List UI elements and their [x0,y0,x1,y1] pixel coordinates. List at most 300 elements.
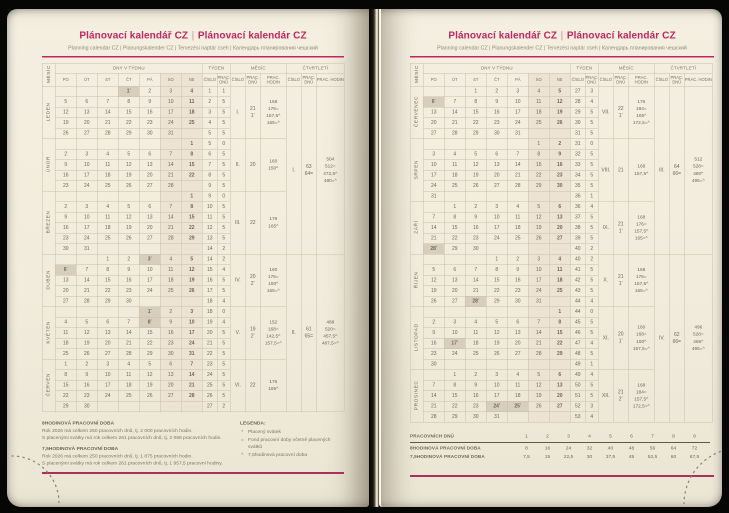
quarter-workdays-line: 65= [304,333,314,339]
day-cell: 7 [507,149,528,160]
week-workdays-cell: 5 [217,170,230,181]
legend-title: LEGENDA: [240,420,266,426]
header-sub-row [42,73,344,86]
day-cell: 18 [507,223,528,234]
day-cell [444,359,465,370]
month-workdays-line: 19 [250,326,256,332]
day-cell [97,139,118,150]
legend-item [240,428,344,435]
day-cell [549,128,570,139]
month-workdays-line: 20 [250,273,256,280]
day-cell [97,401,118,412]
day-cell: 31 [528,296,549,307]
week-workdays-cell: 5 [217,349,230,360]
day-cell: 16 [55,170,76,181]
day-cell: 8 [528,149,549,160]
corner-perforation-left [11,443,71,503]
header-stat-cell: ČÍSLO [286,73,301,86]
day-cell: 4 [528,86,549,97]
day-cell: 18 [181,107,202,118]
day-cell: 19 [423,286,444,297]
day-cell: 6 [549,202,570,213]
day-cell: 30 [160,349,181,360]
calendar-header [42,63,344,86]
day-cell: 6 [444,265,465,276]
legend-text: Placený svátek [248,428,281,435]
day-cell: 5 [55,97,76,108]
day-cell: 9 [55,212,76,223]
day-cell: 13 [444,275,465,286]
day-cell: 13 [55,275,76,286]
day-cell [528,244,549,255]
day-cell: 8 [181,202,202,213]
day-cell [507,244,528,255]
day-cell: 15 [55,380,76,391]
day-cell: 27 [486,181,507,192]
day-cell: 24 [76,181,97,192]
month-hours-cell [260,307,286,360]
month-workdays-cell [245,139,260,192]
week-workdays-cell: 5 [585,118,598,129]
quarter-hours-cell [684,254,712,422]
month-workdays-cell [245,191,260,254]
month-hours-line: 165^ [636,113,647,119]
day-cell: 13 [486,160,507,171]
week-number-cell: 12 [202,223,217,234]
day-cell: 22 [444,233,465,244]
day-cell [507,307,528,318]
month-label-cell [42,359,55,412]
mini-table-value: 64 [670,445,677,452]
day-cell: 3 [181,307,202,318]
day-cell: 25 [507,233,528,244]
day-cell: 28* [423,244,444,255]
day-cell: 12 [528,380,549,391]
day-cell: 3 [423,149,444,160]
header-group-cell: TÝDEN [570,63,598,73]
day-cell: 23 [55,181,76,192]
month-workdays-cell [613,139,628,202]
quarter-hours-line: 528= [692,163,704,170]
calendar-body [42,86,344,412]
week-number-cell: 27 [570,86,585,97]
day-cell: 24 [423,181,444,192]
day-cell: 15 [118,107,139,118]
day-cell: 27 [549,401,570,412]
month-label: ÚNOR [45,156,52,173]
day-cell: 21 [160,170,181,181]
week-number-cell: 40 [570,244,585,255]
day-cell: 29 [486,296,507,307]
day-cell: 31 [423,191,444,202]
week-workdays-cell: 5 [585,107,598,118]
mini-table-value: 67,5 [689,454,700,460]
month-hours-line: 165^ [268,386,279,392]
day-cell: 20 [55,286,76,297]
week-number-cell: 25 [202,380,217,391]
header-stat-cell: ČÍSLO [598,73,613,86]
month-hours-cell [628,370,654,423]
day-cell: 1 [55,359,76,370]
mini-table-label: 8HODINOVÁ PRACOVNÍ DOBA [410,445,481,451]
month-hours-line: 168 [637,266,646,273]
week-workdays-cell: 5 [217,181,230,192]
day-cell: 16 [465,391,486,402]
month-number-cell: VI. [230,359,245,412]
day-cell: 2 [55,202,76,213]
day-cell: 24 [528,286,549,297]
day-cell: 4 [507,202,528,213]
day-cell [97,244,118,255]
week-number-cell: 13 [202,233,217,244]
day-cell [160,191,181,202]
month-hours-line: 168 [269,98,278,105]
day-cell: 13 [549,212,570,223]
accent-rule-bottom [42,472,344,474]
page-title-cz: Plánovací kalendář CZ [79,30,189,41]
header-group-cell: ČTVRTLETÍ [654,63,712,73]
week-workdays-cell: 4 [585,370,598,381]
day-cell [444,139,465,150]
day-cell: 15 [444,223,465,234]
month-label-cell [410,307,423,370]
day-cell: 23 [549,170,570,181]
day-cell [444,307,465,318]
week-workdays-cell: 5 [217,212,230,223]
month-label: LEDEN [45,102,52,122]
day-cell: 28 [118,349,139,360]
working-time-footer [42,420,344,468]
day-cell: 5 [528,202,549,213]
day-cell: 3 [507,86,528,97]
day-cell: 11 [507,212,528,223]
mini-table-value: 24 [565,445,572,452]
week-number-cell: 26 [202,391,217,402]
day-cell: 27 [139,233,160,244]
day-cell: 20 [549,391,570,402]
mini-table-value: 7 [651,433,654,439]
week-workdays-cell: 4 [585,412,598,423]
week-row [410,254,712,265]
day-cell: 1 [444,370,465,381]
week-number-cell: 38 [570,223,585,234]
month-hours-line: 157,5^ [634,228,649,234]
day-cell: 30 [465,412,486,423]
month-hours-line: 160 [637,324,646,330]
mini-table-value: 22,5 [563,454,574,460]
day-cell: 26 [528,233,549,244]
week-number-cell: 33 [570,160,585,171]
page-title [42,30,344,42]
day-cell: 31 [181,349,202,360]
day-cell: 3* [139,254,160,265]
day-cell: 6 [76,97,97,108]
day-cell: 10 [486,380,507,391]
legend-text: 7,5hodinová pracovní doba [248,452,308,458]
day-cell: 21 [465,286,486,297]
day-cell: 4 [181,86,202,97]
quarter-number-cell: IV. [654,254,669,422]
quarter-workdays-line: 62 [674,331,680,338]
month-label: LISTOPAD [413,323,420,352]
day-cell: 26 [118,233,139,244]
title-separator: | [191,30,195,41]
week-number-cell: 41 [570,265,585,276]
week-number-cell: 18 [202,307,217,318]
week-workdays-cell: 2 [217,401,230,412]
month-hours-line: 150^ [268,165,279,171]
day-cell: 16 [465,223,486,234]
week-number-cell: 30 [570,118,585,129]
month-hours-line: 184= [635,389,647,395]
month-hours-line: 165^ [268,223,279,229]
month-hours-line: 176= [635,221,647,227]
day-cell: 1 [444,202,465,213]
month-number-cell: IX. [598,202,613,255]
day-cell: 24 [181,338,202,349]
day-cell: 16 [160,328,181,339]
week-number-cell: 4 [202,118,217,129]
day-cell: 11 [507,380,528,391]
left-page-content [7,9,369,506]
calendar-table-host [410,63,714,423]
week-workdays-cell: 5 [217,223,230,234]
week-workdays-cell: 5 [585,380,598,391]
footer-line: S placenými svátky má rok celkem 261 pracovních dnů, tj. 1 957,5 pracovní hodiny. [42,460,223,467]
day-cell: 10 [160,97,181,108]
day-cell: 22 [181,170,202,181]
day-cell: 27 [139,181,160,192]
day-cell: 17 [507,107,528,118]
header-mesic-side [42,63,55,86]
day-cell: 25 [118,391,139,402]
week-number-cell: 5 [202,139,217,150]
week-workdays-cell: 0 [217,191,230,202]
month-label-cell [42,86,55,139]
day-cell: 2 [549,139,570,150]
day-cell: 25 [444,181,465,192]
day-cell: 20 [549,223,570,234]
quarter-workdays-cell [301,86,316,254]
day-cell: 24* [486,401,507,412]
day-cell: 29 [549,349,570,360]
day-cell: 10 [528,265,549,276]
week-number-cell: 9 [202,191,217,202]
week-workdays-cell: 5 [585,160,598,171]
month-hours-line: 176 [637,98,646,105]
day-cell: 7 [97,97,118,108]
day-cell [181,128,202,139]
day-cell: 16 [139,107,160,118]
quarter-hours-line: 457,5^ [323,333,338,339]
day-cell: 6* [55,265,76,276]
day-cell [118,401,139,412]
day-cell: 30 [549,181,570,192]
day-cell: 26 [76,349,97,360]
week-workdays-cell: 5 [585,223,598,234]
month-hours-line: 157,5^ [634,396,649,402]
month-label: ČERVEN [45,373,52,397]
mini-table-value: 48 [628,445,635,452]
week-number-cell: 45 [570,317,585,328]
page-title-sk: Plánovací kalendár CZ [197,30,307,41]
day-cell: 4 [97,149,118,160]
day-cell: 4 [55,317,76,328]
quarter-number-cell: II. [286,254,301,412]
day-cell [423,254,444,265]
day-cell: 14 [160,212,181,223]
month-workdays-line: 21 [250,105,256,112]
day-cell [528,128,549,139]
day-cell: 11 [465,328,486,339]
week-number-cell: 31 [570,139,585,150]
month-workdays-line: 2* [618,395,623,403]
day-cell: 5 [181,254,202,265]
day-cell [139,296,160,307]
header-stat-cell: PRAC. DNŮ [614,74,628,85]
day-cell: 26 [423,296,444,307]
day-cell: 26 [181,286,202,297]
day-cell: 17 [97,380,118,391]
day-cell: 16 [423,338,444,349]
day-cell: 19 [118,223,139,234]
page-subtitle: Planning calendar CZ | Planungskalender CZ | Tervezési naptár cseh | Календарь планирования чешский [68,45,318,51]
day-cell: 28 [528,349,549,360]
day-cell: 17 [486,391,507,402]
header-stat-cell: PRAC. DNŮ [585,74,599,85]
day-cell [486,244,507,255]
day-cell: 28 [76,296,97,307]
day-cell: 18 [549,275,570,286]
day-cell: 19 [528,223,549,234]
day-cell: 30 [76,401,97,412]
week-number-cell: 1 [202,86,217,97]
day-cell: 3 [486,370,507,381]
month-hours-line: 157,5^ [266,113,281,119]
accent-rule-top [410,56,714,58]
month-workdays-line: 22 [618,105,624,112]
legend-symbol: ^ [241,452,244,458]
day-cell: 2 [423,317,444,328]
week-number-cell: 10 [202,202,217,213]
week-number-cell: 7 [202,160,217,171]
day-cell: 6 [160,359,181,370]
day-cell [139,244,160,255]
quarter-hours-line: 495=^ [691,345,705,352]
day-cell: 3 [160,86,181,97]
quarter-hours-cell [684,86,712,254]
header-mesic-side-label: MĚSÍC [45,65,52,84]
week-number-cell: 29 [570,107,585,118]
month-label-cell [42,139,55,192]
day-cell: 27 [97,349,118,360]
day-cell: 4 [160,254,181,265]
day-cell: 14 [118,328,139,339]
month-label: DUBEN [45,269,52,290]
day-cell [465,191,486,202]
day-cell [118,191,139,202]
day-cell: 5 [486,317,507,328]
day-cell [486,191,507,202]
day-cell: 20 [486,170,507,181]
page-header [42,9,344,51]
corner-perforation-right [670,434,722,504]
month-hours-line: 150^ [636,338,647,345]
week-workdays-cell: 5 [217,160,230,171]
day-cell [486,359,507,370]
month-workdays-cell [245,86,260,139]
month-label: BŘEZEN [45,210,52,234]
week-workdays-cell: 5 [217,202,230,213]
day-cell: 14 [465,275,486,286]
month-label: ŘÍJEN [413,271,420,289]
day-cell: 25 [465,349,486,360]
day-cell: 13 [139,212,160,223]
day-cell: 9 [549,149,570,160]
day-cell [549,412,570,423]
day-cell: 15 [465,107,486,118]
month-hours-cell [260,191,286,254]
day-cell: 12 [118,212,139,223]
day-cell: 23 [507,286,528,297]
day-cell: 5 [118,202,139,213]
day-cell: 28 [181,391,202,402]
day-cell: 20 [444,286,465,297]
day-cell: 25 [181,118,202,129]
day-cell: 25* [507,401,528,412]
day-cell: 9 [55,160,76,171]
day-cell: 1 [181,191,202,202]
day-cell: 29 [444,412,465,423]
day-cell [181,181,202,192]
day-cell: 20 [76,118,97,129]
day-cell: 15 [528,160,549,171]
day-cell [118,139,139,150]
day-cell [139,139,160,150]
week-number-cell: 44 [570,307,585,318]
week-workdays-cell: 5 [217,380,230,391]
mini-table-label: PRACOVNÍCH DNŮ [410,433,455,439]
day-cell [97,307,118,318]
calendar-table-host [42,63,344,412]
week-workdays-cell: 5 [217,328,230,339]
day-cell: 19 [118,170,139,181]
quarter-hours-line: 472,5^ [323,170,338,177]
page-title-sk: Plánovací kalendár CZ [566,30,676,41]
header-mesic-side-label: MĚSÍC [413,65,420,84]
day-cell: 16 [118,275,139,286]
day-cell: 27 [55,296,76,307]
mini-table-value: 5 [609,433,612,439]
day-cell: 26 [465,181,486,192]
day-cell [55,191,76,202]
day-cell [549,244,570,255]
month-hours-cell [628,86,654,139]
page-title-cz: Plánovací kalendář CZ [448,30,558,41]
week-number-cell: 15 [202,265,217,276]
day-cell: 12 [55,107,76,118]
day-cell: 30 [139,128,160,139]
header-group-cell: DNY V TÝDNU [55,63,202,73]
day-cell: 3 [444,317,465,328]
day-cell: 13 [97,328,118,339]
day-cell: 1 [181,139,202,150]
header-stat-cell: PRAC. DNŮ [217,74,231,85]
day-cell: 16 [486,107,507,118]
mini-table-value: 40 [607,445,614,452]
month-workdays-line: 1* [618,112,623,119]
month-hours-line: 184= [635,105,647,112]
